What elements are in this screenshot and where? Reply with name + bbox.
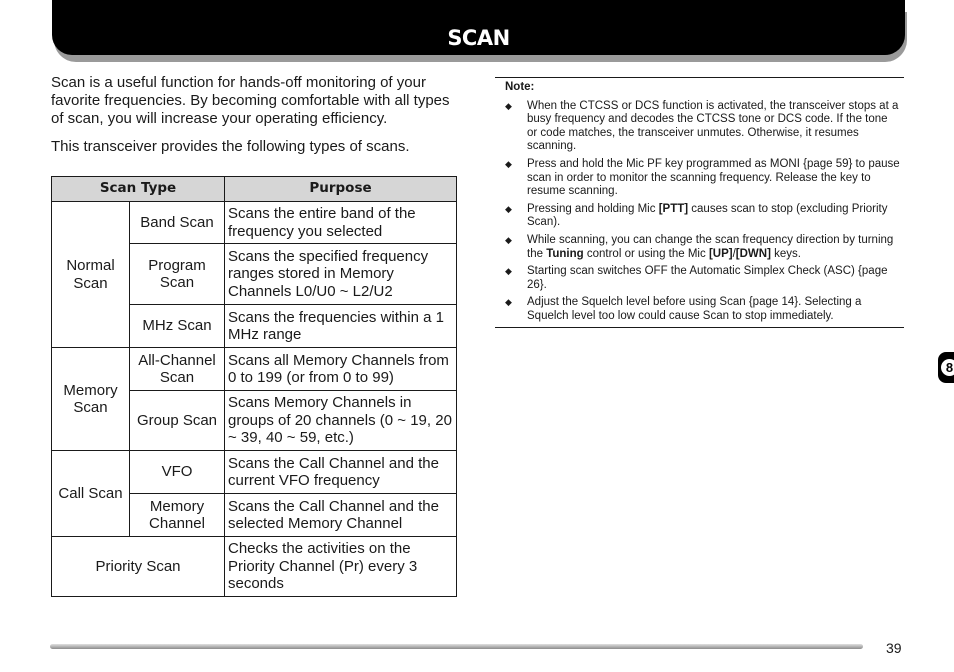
- note-text: Starting scan switches OFF the Automatic Simplex Check (ASC) {page 26}.: [527, 265, 888, 291]
- scan-description-cell: Scans the specified frequency ranges stored in Memory Channels L0/U0 ~ L2/U2: [225, 244, 457, 305]
- scan-name-cell: Group Scan: [130, 391, 225, 451]
- diamond-bullet-icon: ◆: [505, 297, 512, 308]
- diamond-bullet-icon: ◆: [505, 158, 512, 169]
- note-text: When the CTCSS or DCS function is activated, the transceiver stops at a busy frequency and decodes the CTCSS tone or DCS code. If the tone or code matches, the transceiver unmutes. Otherwise, it resumes scanning.: [527, 99, 899, 153]
- note-text: Press and hold the Mic PF key programmed as MONI {page 59} to pause scan in order to monitor the scanning frequency. Release the key to resume scanning.: [527, 157, 900, 198]
- footer-divider: [50, 644, 863, 649]
- scan-name-cell: Memory Channel: [130, 494, 225, 537]
- scan-name-cell: VFO: [130, 451, 225, 494]
- list-item: [505, 203, 900, 230]
- scan-types-table: [51, 176, 457, 597]
- scan-description-cell: Scans all Memory Channels from 0 to 199 (or from 0 to 99): [225, 348, 457, 391]
- list-item: [505, 158, 900, 199]
- table-row: [52, 348, 457, 391]
- group-normal-scan: Normal Scan: [52, 202, 130, 348]
- intro-text: [51, 74, 461, 156]
- intro-paragraph-1: Scan is a useful function for hands-off monitoring of your favorite frequencies. By becoming comfortable with all types of scan, you will increase your operating efficiency.: [51, 74, 450, 127]
- scan-description-cell: Scans the Call Channel and the selected Memory Channel: [225, 494, 457, 537]
- page-title: SCAN: [447, 26, 510, 50]
- table-row: [52, 451, 457, 494]
- note-text: Pressing and holding Mic [PTT] causes scan to stop (excluding Priority Scan).: [527, 202, 888, 229]
- diamond-bullet-icon: ◆: [505, 234, 512, 245]
- scan-name-cell: All-Channel Scan: [130, 348, 225, 391]
- note-text: Adjust the Squelch level before using Scan {page 14}. Selecting a Squelch level too low could cause Scan to stop immediately.: [527, 296, 862, 322]
- group-memory-scan: Memory Scan: [52, 348, 130, 451]
- scan-description-cell: Checks the activities on the Priority Channel (Pr) every 3 seconds: [225, 537, 457, 597]
- diamond-bullet-icon: ◆: [505, 100, 512, 111]
- scan-description-cell: Scans Memory Channels in groups of 20 channels (0 ~ 19, 20 ~ 39, 40 ~ 59, etc.): [225, 391, 457, 451]
- scan-name-cell: MHz Scan: [130, 305, 225, 348]
- scan-name-cell: Band Scan: [130, 202, 225, 244]
- diamond-bullet-icon: ◆: [505, 266, 512, 277]
- header-scan-type: Scan Type: [52, 177, 225, 202]
- table-header-row: [52, 177, 457, 202]
- list-item: [505, 100, 900, 154]
- table-row: [52, 202, 457, 244]
- scan-description-cell: Scans the frequencies within a 1 MHz range: [225, 305, 457, 348]
- note-box: [495, 77, 904, 328]
- table-row: [52, 537, 457, 597]
- list-item: [505, 265, 900, 292]
- diamond-bullet-icon: ◆: [505, 203, 512, 214]
- scan-description-cell: Scans the entire band of the frequency you selected: [225, 202, 457, 244]
- note-text: While scanning, you can change the scan frequency direction by turning the Tuning control or using the Mic [UP]/[DWN] keys.: [527, 233, 894, 260]
- intro-paragraph-2: This transceiver provides the following types of scans.: [51, 138, 410, 155]
- note-list: [505, 100, 900, 324]
- header-banner: [52, 0, 905, 55]
- chapter-tab: [938, 352, 954, 383]
- scan-description-cell: Scans the Call Channel and the current VFO frequency: [225, 451, 457, 494]
- note-title: Note:: [505, 81, 535, 93]
- page-number: 39: [886, 640, 902, 656]
- list-item: [505, 234, 900, 261]
- header-purpose: Purpose: [225, 177, 457, 202]
- group-priority-scan: Priority Scan: [52, 537, 225, 597]
- chapter-number-icon: 8: [941, 359, 954, 376]
- group-call-scan: Call Scan: [52, 451, 130, 537]
- list-item: [505, 296, 900, 323]
- scan-name-cell: Program Scan: [130, 244, 225, 305]
